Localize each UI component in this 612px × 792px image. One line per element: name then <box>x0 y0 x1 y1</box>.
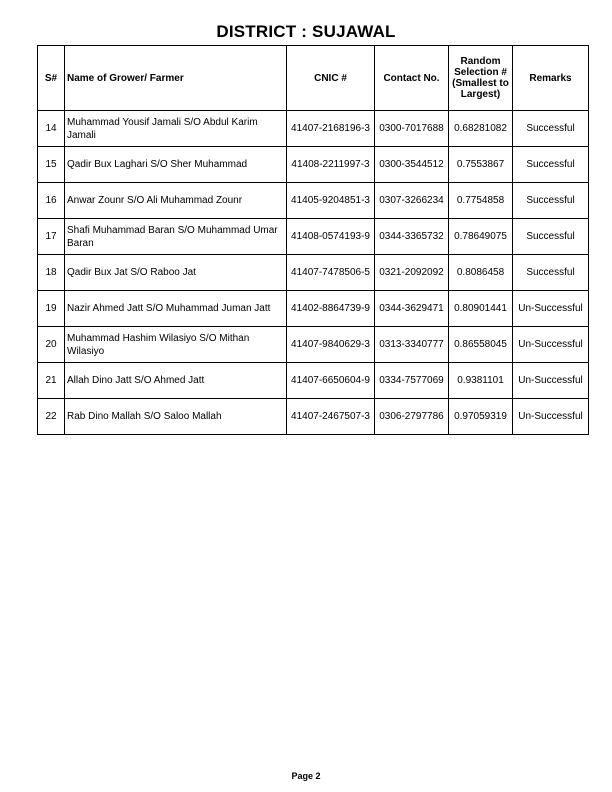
table-row <box>38 291 589 327</box>
cell-name: Shafi Muhammad Baran S/O Muhammad Umar Baran <box>65 219 287 255</box>
cell-contact: 0300-3544512 <box>375 147 449 183</box>
cell-sno: 17 <box>38 219 65 255</box>
cell-cnic: 41405-9204851-3 <box>287 183 375 219</box>
cell-remarks: Successful <box>513 147 589 183</box>
cell-remarks: Un-Successful <box>513 327 589 363</box>
cell-name: Qadir Bux Jat S/O Raboo Jat <box>65 255 287 291</box>
table-row <box>38 327 589 363</box>
header-contact: Contact No. <box>375 46 449 111</box>
cell-remarks: Successful <box>513 183 589 219</box>
cell-cnic: 41407-6650604-9 <box>287 363 375 399</box>
cell-contact: 0307-3266234 <box>375 183 449 219</box>
cell-cnic: 41407-2168196-3 <box>287 111 375 147</box>
cell-cnic: 41408-2211997-3 <box>287 147 375 183</box>
cell-contact: 0321-2092092 <box>375 255 449 291</box>
cell-sno: 15 <box>38 147 65 183</box>
cell-contact: 0344-3365732 <box>375 219 449 255</box>
cell-remarks: Successful <box>513 111 589 147</box>
cell-sno: 16 <box>38 183 65 219</box>
cell-remarks: Un-Successful <box>513 363 589 399</box>
cell-sno: 14 <box>38 111 65 147</box>
table-row <box>38 147 589 183</box>
cell-random-selection: 0.8086458 <box>449 255 513 291</box>
cell-name: Nazir Ahmed Jatt S/O Muhammad Juman Jatt <box>65 291 287 327</box>
cell-name: Anwar Zounr S/O Ali Muhammad Zounr <box>65 183 287 219</box>
cell-sno: 19 <box>38 291 65 327</box>
header-name: Name of Grower/ Farmer <box>65 46 287 111</box>
cell-remarks: Un-Successful <box>513 291 589 327</box>
cell-cnic: 41407-2467507-3 <box>287 399 375 435</box>
cell-cnic: 41408-0574193-9 <box>287 219 375 255</box>
cell-random-selection: 0.80901441 <box>449 291 513 327</box>
cell-random-selection: 0.68281082 <box>449 111 513 147</box>
cell-contact: 0344-3629471 <box>375 291 449 327</box>
header-row <box>38 46 589 111</box>
growers-table <box>37 45 589 435</box>
cell-random-selection: 0.86558045 <box>449 327 513 363</box>
cell-name: Allah Dino Jatt S/O Ahmed Jatt <box>65 363 287 399</box>
cell-contact: 0306-2797786 <box>375 399 449 435</box>
header-remarks: Remarks <box>513 46 589 111</box>
cell-cnic: 41402-8864739-9 <box>287 291 375 327</box>
cell-random-selection: 0.9381101 <box>449 363 513 399</box>
header-cnic: CNIC # <box>287 46 375 111</box>
table-body <box>38 111 589 435</box>
table-row <box>38 363 589 399</box>
cell-name: Qadir Bux Laghari S/O Sher Muhammad <box>65 147 287 183</box>
cell-sno: 22 <box>38 399 65 435</box>
cell-name: Rab Dino Mallah S/O Saloo Mallah <box>65 399 287 435</box>
header-sno: S# <box>38 46 65 111</box>
cell-random-selection: 0.97059319 <box>449 399 513 435</box>
header-random-selection: Random Selection # (Smallest to Largest) <box>449 46 513 111</box>
cell-sno: 21 <box>38 363 65 399</box>
page-number: Page 2 <box>291 771 321 781</box>
cell-random-selection: 0.78649075 <box>449 219 513 255</box>
cell-random-selection: 0.7754858 <box>449 183 513 219</box>
cell-cnic: 41407-7478506-5 <box>287 255 375 291</box>
cell-cnic: 41407-9840629-3 <box>287 327 375 363</box>
table-row <box>38 111 589 147</box>
cell-contact: 0313-3340777 <box>375 327 449 363</box>
cell-name: Muhammad Hashim Wilasiyo S/O Mithan Wilasiyo <box>65 327 287 363</box>
cell-remarks: Successful <box>513 219 589 255</box>
cell-contact: 0300-7017688 <box>375 111 449 147</box>
district-title: DISTRICT : SUJAWAL <box>216 22 396 41</box>
cell-remarks: Un-Successful <box>513 399 589 435</box>
cell-random-selection: 0.7553867 <box>449 147 513 183</box>
cell-sno: 18 <box>38 255 65 291</box>
table-row <box>38 183 589 219</box>
cell-name: Muhammad Yousif Jamali S/O Abdul Karim Jamali <box>65 111 287 147</box>
cell-contact: 0334-7577069 <box>375 363 449 399</box>
cell-sno: 20 <box>38 327 65 363</box>
table-row <box>38 255 589 291</box>
table-row <box>38 399 589 435</box>
cell-remarks: Successful <box>513 255 589 291</box>
table-row <box>38 219 589 255</box>
